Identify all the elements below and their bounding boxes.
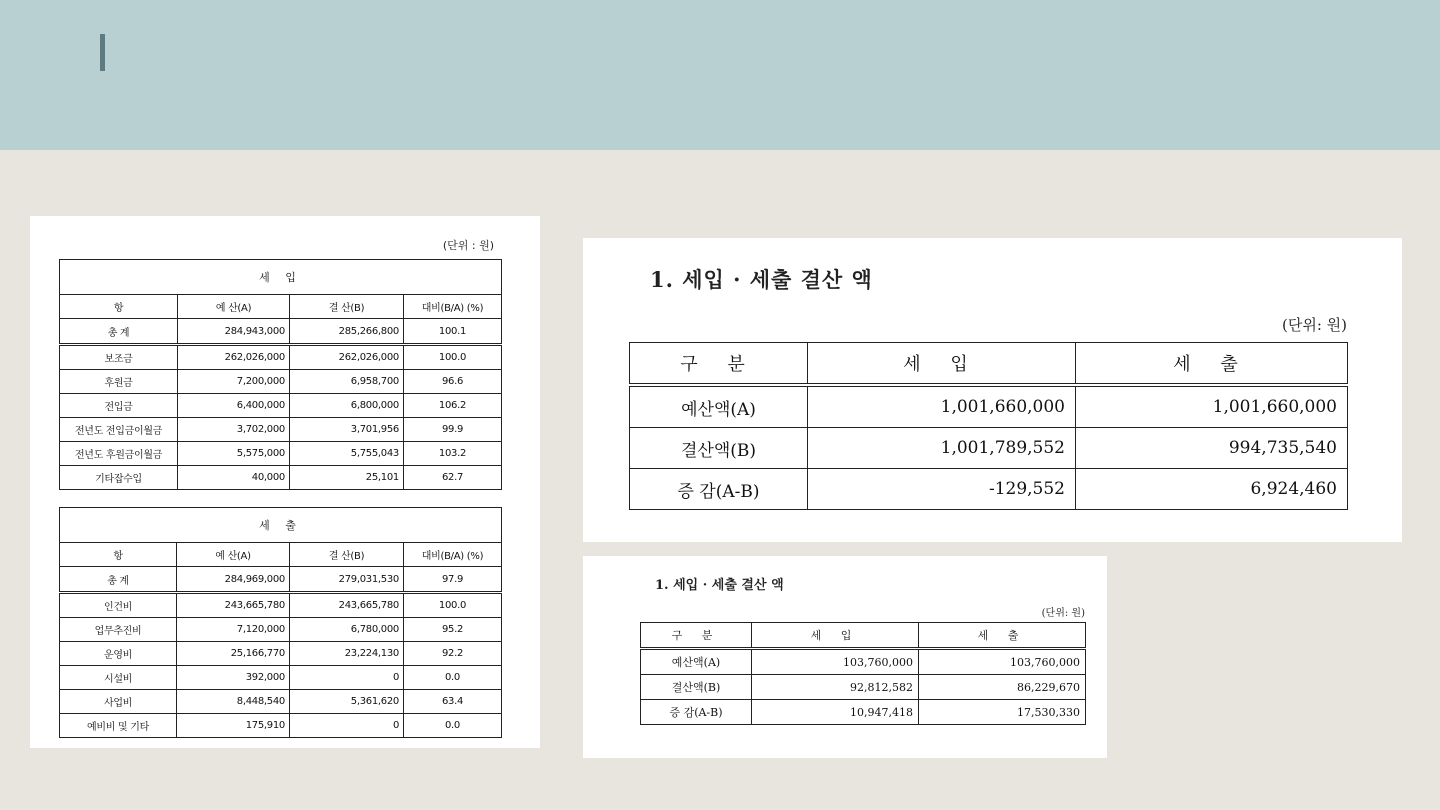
table-row: [60, 418, 502, 442]
table-row: [60, 466, 502, 490]
table-row: [641, 675, 1086, 700]
cell-value: 96.6: [404, 370, 502, 394]
cell-value: 10,947,418: [752, 700, 919, 725]
col-header: 대비(B/A) (%): [404, 295, 502, 319]
col-header: 세 입: [752, 623, 919, 649]
cell-value: 6,924,460: [1076, 469, 1348, 510]
cell-value: 5,575,000: [178, 442, 290, 466]
cell-value: 1,001,660,000: [1076, 385, 1348, 428]
col-header: 예 산(A): [177, 543, 290, 567]
table-row: [60, 593, 502, 618]
income-total-row: [60, 319, 502, 345]
expense-table: [59, 507, 502, 738]
budget-detail-panel: [30, 216, 540, 748]
cell-value: 243,665,780: [177, 593, 290, 618]
cell-value: 6,780,000: [290, 618, 404, 642]
total-label: 총 계: [60, 567, 177, 593]
table-row: [641, 649, 1086, 675]
table-row: [60, 370, 502, 394]
table-row: [630, 469, 1348, 510]
cell-value: 23,224,130: [290, 642, 404, 666]
table-row: [60, 714, 502, 738]
unit-label: (단위 : 원): [442, 239, 494, 252]
row-label: 예비비 및 기타: [60, 714, 177, 738]
section-title: 1. 세입 · 세출 결산 액: [655, 578, 784, 593]
cell-value: 262,026,000: [178, 345, 290, 370]
col-header: 세 출: [1076, 343, 1348, 386]
title-accent-bar: [100, 34, 105, 71]
cell-value: 243,665,780: [290, 593, 404, 618]
cell-value: 3,702,000: [178, 418, 290, 442]
unit-label: (단위: 원): [1282, 316, 1347, 334]
col-header: 구 분: [641, 623, 752, 649]
cell-value: 8,448,540: [177, 690, 290, 714]
row-label: 증 감(A-B): [630, 469, 808, 510]
cell-value: 1,001,789,552: [808, 428, 1076, 469]
cell-value: 3,701,956: [290, 418, 404, 442]
summary-table-large: [629, 342, 1348, 510]
cell-value: 103,760,000: [752, 649, 919, 675]
cell-value: 994,735,540: [1076, 428, 1348, 469]
cell-value: -129,552: [808, 469, 1076, 510]
table-row: [60, 618, 502, 642]
total-ratio: 97.9: [404, 567, 502, 593]
cell-value: 6,958,700: [290, 370, 404, 394]
table-row: [60, 642, 502, 666]
expense-total-row: [60, 567, 502, 593]
cell-value: 5,361,620: [290, 690, 404, 714]
row-label: 전년도 후원금이월금: [60, 442, 178, 466]
total-settlement: 279,031,530: [290, 567, 404, 593]
row-label: 인건비: [60, 593, 177, 618]
cell-value: 0.0: [404, 714, 502, 738]
cell-value: 99.9: [404, 418, 502, 442]
col-header: 항: [60, 543, 177, 567]
total-ratio: 100.1: [404, 319, 502, 345]
cell-value: 62.7: [404, 466, 502, 490]
col-header: 대비(B/A) (%): [404, 543, 502, 567]
summary-panel-small: [583, 556, 1107, 758]
cell-value: 86,229,670: [919, 675, 1086, 700]
unit-label: (단위: 원): [1041, 608, 1085, 619]
table-row: [630, 385, 1348, 428]
cell-value: 92.2: [404, 642, 502, 666]
cell-value: 175,910: [177, 714, 290, 738]
header-banner: [0, 0, 1440, 150]
row-label: 전년도 전입금이월금: [60, 418, 178, 442]
col-header: 세 출: [919, 623, 1086, 649]
cell-value: 7,200,000: [178, 370, 290, 394]
cell-value: 25,166,770: [177, 642, 290, 666]
cell-value: 0.0: [404, 666, 502, 690]
row-label: 증 감(A-B): [641, 700, 752, 725]
row-label: 예산액(A): [641, 649, 752, 675]
cell-value: 6,800,000: [290, 394, 404, 418]
table-row: [60, 394, 502, 418]
total-label: 총 계: [60, 319, 178, 345]
cell-value: 63.4: [404, 690, 502, 714]
section-title: 1. 세입 · 세출 결산 액: [650, 267, 873, 292]
cell-value: 100.0: [404, 593, 502, 618]
income-table: [59, 259, 502, 490]
total-settlement: 285,266,800: [290, 319, 404, 345]
row-label: 업무추진비: [60, 618, 177, 642]
cell-value: 1,001,660,000: [808, 385, 1076, 428]
cell-value: 100.0: [404, 345, 502, 370]
cell-value: 7,120,000: [177, 618, 290, 642]
cell-value: 106.2: [404, 394, 502, 418]
row-label: 후원금: [60, 370, 178, 394]
cell-value: 5,755,043: [290, 442, 404, 466]
col-header: 구 분: [630, 343, 808, 386]
col-header: 세 입: [808, 343, 1076, 386]
table-row: [60, 666, 502, 690]
cell-value: 0: [290, 666, 404, 690]
table-row: [60, 442, 502, 466]
row-label: 기타잡수입: [60, 466, 178, 490]
cell-value: 92,812,582: [752, 675, 919, 700]
col-header: 결 산(B): [290, 543, 404, 567]
total-budget: 284,969,000: [177, 567, 290, 593]
cell-value: 392,000: [177, 666, 290, 690]
cell-value: 6,400,000: [178, 394, 290, 418]
col-header: 결 산(B): [290, 295, 404, 319]
table-row: [630, 428, 1348, 469]
row-label: 시설비: [60, 666, 177, 690]
cell-value: 262,026,000: [290, 345, 404, 370]
cell-value: 17,530,330: [919, 700, 1086, 725]
summary-panel-large: [583, 238, 1402, 542]
col-header: 예 산(A): [178, 295, 290, 319]
table-row: [641, 700, 1086, 725]
table-row: [60, 690, 502, 714]
total-budget: 284,943,000: [178, 319, 290, 345]
row-label: 예산액(A): [630, 385, 808, 428]
expense-title: 세 출: [60, 508, 502, 543]
cell-value: 103.2: [404, 442, 502, 466]
cell-value: 25,101: [290, 466, 404, 490]
row-label: 전입금: [60, 394, 178, 418]
cell-value: 0: [290, 714, 404, 738]
income-title: 세 입: [60, 260, 502, 295]
row-label: 운영비: [60, 642, 177, 666]
row-label: 보조금: [60, 345, 178, 370]
summary-table-small: [640, 622, 1086, 725]
row-label: 사업비: [60, 690, 177, 714]
cell-value: 103,760,000: [919, 649, 1086, 675]
row-label: 결산액(B): [641, 675, 752, 700]
col-header: 항: [60, 295, 178, 319]
table-row: [60, 345, 502, 370]
cell-value: 40,000: [178, 466, 290, 490]
row-label: 결산액(B): [630, 428, 808, 469]
cell-value: 95.2: [404, 618, 502, 642]
